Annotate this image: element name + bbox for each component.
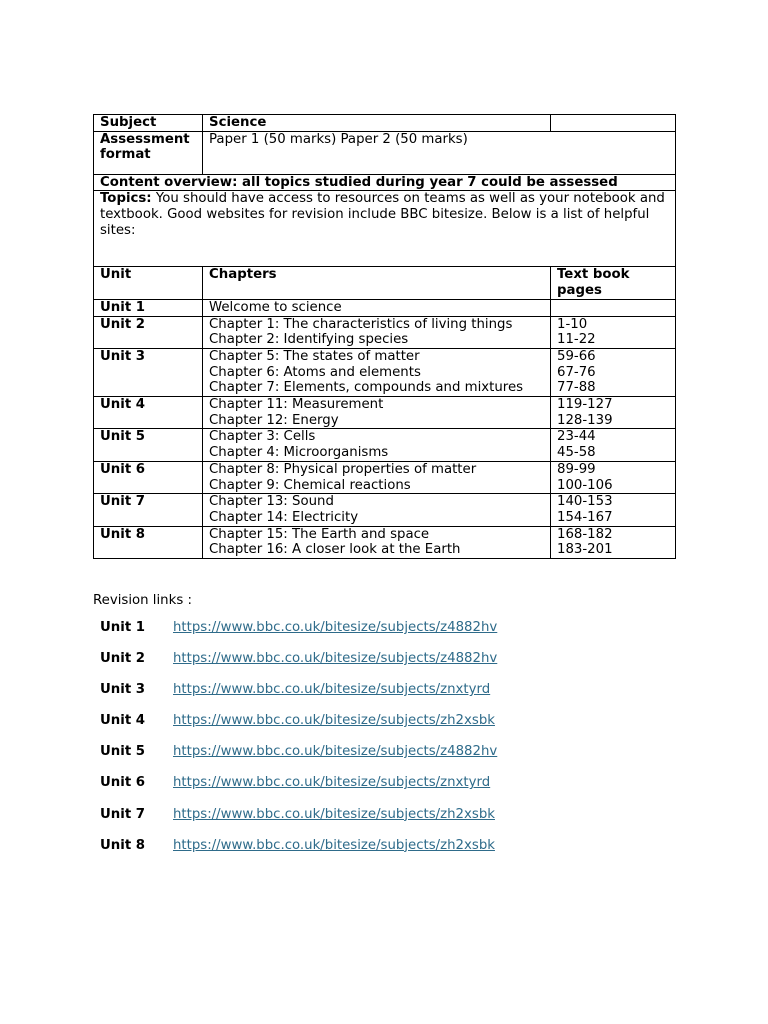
chapters-cell	[203, 397, 551, 429]
pages-line: 11-22	[557, 332, 596, 348]
chapter-line: Chapter 3: Cells	[209, 429, 316, 445]
chapters-cell	[203, 526, 551, 558]
topics-cell	[94, 191, 676, 267]
table-row	[94, 348, 676, 396]
chapter-line: Chapter 9: Chemical reactions	[209, 477, 411, 493]
column-header-pages: Text book pages	[551, 267, 676, 299]
unit-cell: Unit 7	[94, 494, 203, 526]
revision-link-row	[93, 743, 693, 774]
pages-line: 168-182	[557, 526, 613, 542]
subject-empty-cell	[551, 115, 676, 132]
revision-links-title: Revision links :	[93, 593, 192, 608]
revision-link-unit: Unit 6	[100, 775, 146, 791]
subject-row	[94, 115, 676, 132]
revision-link[interactable]: https://www.bbc.co.uk/bitesize/subjects/z4882hv	[173, 651, 498, 667]
subject-value: Science	[203, 115, 551, 132]
pages-line: 119-127	[557, 397, 613, 413]
pages-line: 140-153	[557, 494, 613, 510]
chapter-line: Chapter 14: Electricity	[209, 509, 359, 525]
table-row	[94, 299, 676, 316]
topics-text: You should have access to resources on teams as well as your notebook and textbook. Good websites for revision include BBC bitesize. Below is a list of helpful sites:	[100, 191, 665, 238]
revision-link-row	[93, 806, 693, 837]
table-row	[94, 494, 676, 526]
chapters-cell	[203, 348, 551, 396]
revision-link-unit: Unit 2	[100, 651, 146, 667]
table-row	[94, 461, 676, 493]
revision-link[interactable]: https://www.bbc.co.uk/bitesize/subjects/zh2xsbk	[173, 837, 495, 853]
chapter-line: Chapter 2: Identifying species	[209, 332, 409, 348]
unit-cell: Unit 6	[94, 461, 203, 493]
revision-links-list	[93, 619, 693, 868]
revision-link[interactable]: https://www.bbc.co.uk/bitesize/subjects/zh2xsbk	[173, 713, 495, 729]
chapters-cell	[203, 316, 551, 348]
chapters-cell	[203, 494, 551, 526]
revision-link-row	[93, 774, 693, 805]
unit-cell: Unit 5	[94, 429, 203, 461]
assessment-format-value: Paper 1 (50 marks) Paper 2 (50 marks)	[203, 131, 676, 174]
assessment-format-label: Assessment format	[94, 131, 203, 174]
chapter-line: Chapter 6: Atoms and elements	[209, 364, 421, 380]
revision-link-unit: Unit 7	[100, 806, 146, 822]
pages-cell	[551, 299, 676, 316]
column-header-chapters: Chapters	[203, 267, 551, 299]
pages-cell	[551, 429, 676, 461]
topics-label: Topics:	[100, 191, 152, 207]
revision-links	[93, 592, 693, 868]
pages-line: 23-44	[557, 429, 596, 445]
chapters-cell	[203, 429, 551, 461]
pages-line: 45-58	[557, 445, 596, 461]
revision-link-unit: Unit 3	[100, 682, 146, 698]
column-header-unit: Unit	[94, 267, 203, 299]
chapters-cell	[203, 461, 551, 493]
revision-link-unit: Unit 5	[100, 744, 146, 760]
table-row	[94, 526, 676, 558]
pages-line: 67-76	[557, 364, 596, 380]
revision-link-unit: Unit 8	[100, 837, 146, 853]
subject-label: Subject	[94, 115, 203, 132]
content-overview: Content overview: all topics studied during year 7 could be assessed	[94, 174, 676, 191]
revision-link-row	[93, 681, 693, 712]
assessment-table	[93, 114, 676, 559]
table-row	[94, 397, 676, 429]
chapter-line: Chapter 12: Energy	[209, 412, 339, 428]
chapters-cell	[203, 299, 551, 316]
pages-line: 154-167	[557, 509, 613, 525]
chapter-line: Chapter 5: The states of matter	[209, 348, 420, 364]
chapter-line: Chapter 16: A closer look at the Earth	[209, 542, 461, 558]
unit-cell: Unit 4	[94, 397, 203, 429]
revision-link-unit: Unit 4	[100, 713, 146, 729]
table-row	[94, 316, 676, 348]
assessment-format-row	[94, 131, 676, 174]
unit-cell: Unit 8	[94, 526, 203, 558]
revision-link[interactable]: https://www.bbc.co.uk/bitesize/subjects/z4882hv	[173, 744, 498, 760]
chapter-line: Welcome to science	[209, 299, 342, 315]
pages-line: 128-139	[557, 412, 613, 428]
content-overview-row	[94, 174, 676, 191]
pages-line: 1-10	[557, 316, 588, 332]
revision-link[interactable]: https://www.bbc.co.uk/bitesize/subjects/zh2xsbk	[173, 806, 495, 822]
chapter-line: Chapter 15: The Earth and space	[209, 526, 430, 542]
pages-line: 89-99	[557, 461, 596, 477]
pages-cell	[551, 316, 676, 348]
revision-link-row	[93, 712, 693, 743]
revision-link[interactable]: https://www.bbc.co.uk/bitesize/subjects/z4882hv	[173, 620, 498, 635]
unit-cell: Unit 1	[94, 299, 203, 316]
pages-line: 59-66	[557, 348, 596, 364]
chapter-line: Chapter 8: Physical properties of matter	[209, 461, 477, 477]
revision-link-unit: Unit 1	[100, 620, 146, 635]
topics-row	[94, 191, 676, 267]
revision-link-row	[93, 837, 693, 868]
pages-cell	[551, 397, 676, 429]
revision-link[interactable]: https://www.bbc.co.uk/bitesize/subjects/znxtyrd	[173, 682, 491, 698]
pages-line: 77-88	[557, 380, 596, 396]
pages-cell	[551, 526, 676, 558]
pages-cell	[551, 348, 676, 396]
chapter-line: Chapter 13: Sound	[209, 494, 334, 510]
pages-line: 183-201	[557, 542, 613, 558]
table-row	[94, 429, 676, 461]
pages-cell	[551, 461, 676, 493]
table-header-row	[94, 267, 676, 299]
unit-cell: Unit 3	[94, 348, 203, 396]
chapter-line: Chapter 1: The characteristics of living things	[209, 316, 513, 332]
revision-link[interactable]: https://www.bbc.co.uk/bitesize/subjects/znxtyrd	[173, 775, 491, 791]
chapter-line: Chapter 11: Measurement	[209, 397, 384, 413]
pages-cell	[551, 494, 676, 526]
revision-link-row	[93, 619, 693, 650]
revision-link-row	[93, 650, 693, 681]
chapter-line: Chapter 4: Microorganisms	[209, 445, 389, 461]
pages-line: 100-106	[557, 477, 613, 493]
unit-cell: Unit 2	[94, 316, 203, 348]
chapter-line: Chapter 7: Elements, compounds and mixtures	[209, 380, 524, 396]
